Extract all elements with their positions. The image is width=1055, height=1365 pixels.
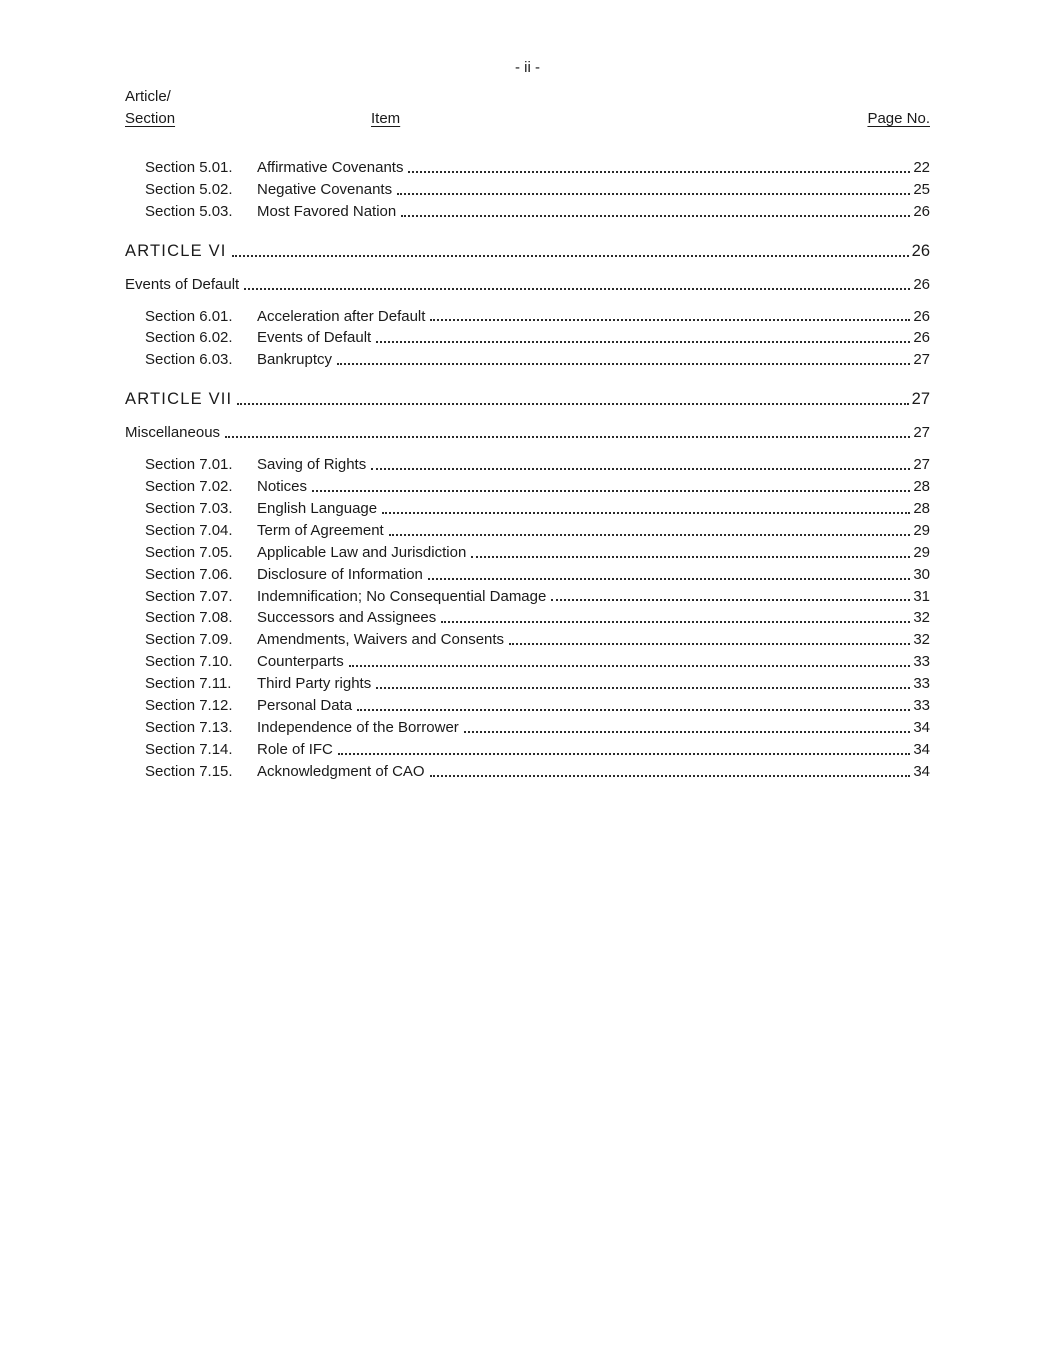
dot-leader (551, 599, 910, 601)
dot-leader (376, 341, 910, 343)
section-number: Section 7.15. (145, 762, 233, 780)
toc-entry (125, 564, 930, 586)
toc-entry (125, 586, 930, 608)
section-number: Section 7.14. (145, 740, 233, 758)
section-number: Section 7.13. (145, 718, 233, 736)
toc-entry (125, 201, 930, 223)
entry-title: Term of Agreement (257, 521, 384, 539)
toc-entry (125, 327, 930, 349)
page-number: 34 (913, 718, 930, 736)
section-number: Section 7.01. (145, 456, 233, 474)
section-number: Section 7.04. (145, 521, 233, 539)
page-number: 33 (913, 653, 930, 671)
toc-article-entry (125, 241, 930, 263)
page-number: 26 (913, 307, 930, 325)
section-number: Section 5.02. (145, 180, 233, 198)
section-number: Section 7.09. (145, 631, 233, 649)
toc-subtitle-entry (125, 422, 930, 444)
dot-leader (357, 709, 910, 711)
entry-title: Miscellaneous (125, 424, 221, 442)
page-number: 30 (913, 565, 930, 583)
toc-entry (125, 349, 930, 371)
page-number: 26 (913, 275, 930, 293)
page-number: 26 (911, 241, 930, 260)
dot-leader (397, 193, 910, 195)
page-number: 27 (913, 351, 930, 369)
toc-entry (125, 306, 930, 328)
dot-leader (408, 171, 910, 173)
toc-entry (125, 454, 930, 476)
dot-leader (471, 556, 910, 558)
entry-title: ARTICLE VI (125, 241, 227, 260)
entry-title: Personal Data (257, 697, 353, 715)
page-number: 29 (913, 521, 930, 539)
entry-title: Acknowledgment of CAO (257, 762, 425, 780)
entry-title: Indemnification; No Consequential Damage (257, 587, 547, 605)
toc-article-entry (125, 389, 930, 411)
section-number: Section 7.06. (145, 565, 233, 583)
toc-subtitle-entry (125, 274, 930, 296)
page-number: 34 (913, 740, 930, 758)
section-number: Section 5.01. (145, 159, 233, 176)
section-number: Section 7.10. (145, 653, 233, 671)
entry-title: Applicable Law and Jurisdiction (257, 543, 467, 561)
section-number: Section 6.03. (145, 351, 233, 369)
toc-header-page-no-label: Page No. (867, 110, 930, 127)
entry-title: Successors and Assignees (257, 609, 437, 627)
entry-title: Most Favored Nation (257, 202, 397, 220)
section-number: Section 6.02. (145, 329, 233, 347)
dot-leader (401, 215, 910, 217)
dot-leader (232, 255, 909, 257)
page-number: 33 (913, 675, 930, 693)
dot-leader (244, 288, 910, 290)
toc-entry (125, 651, 930, 673)
page-number: 28 (913, 477, 930, 495)
section-number: Section 7.03. (145, 499, 233, 517)
entry-title: Events of Default (125, 275, 240, 293)
entry-title: Acceleration after Default (257, 307, 426, 325)
dot-leader (464, 731, 911, 733)
entry-title: Affirmative Covenants (257, 159, 404, 176)
dot-leader (237, 403, 908, 405)
page-number: 33 (913, 697, 930, 715)
page-number: 26 (913, 329, 930, 347)
toc-list (125, 157, 930, 783)
dot-leader (225, 436, 910, 438)
toc-entry (125, 607, 930, 629)
page-number: 34 (913, 762, 930, 780)
page-number: 27 (913, 424, 930, 442)
entry-title: Disclosure of Information (257, 565, 423, 583)
page-number: 31 (913, 587, 930, 605)
dot-leader (430, 775, 911, 777)
entry-title: ARTICLE VII (125, 390, 233, 409)
toc-section-group (125, 306, 930, 372)
toc-header-section-label: Section (125, 110, 176, 127)
toc-header-article-section (125, 86, 175, 130)
entry-title: English Language (257, 499, 378, 517)
page-marker: - ii - (515, 59, 540, 76)
section-number: Section 7.05. (145, 543, 233, 561)
page-number: 29 (913, 543, 930, 561)
dot-leader (509, 643, 910, 645)
page-number: 27 (913, 456, 930, 474)
toc-entry (125, 673, 930, 695)
page-number: 22 (913, 159, 930, 176)
page-number: 32 (913, 631, 930, 649)
section-number: Section 7.02. (145, 477, 233, 495)
entry-title: Negative Covenants (257, 180, 393, 198)
page-number: 32 (913, 609, 930, 627)
toc-entry (125, 520, 930, 542)
entry-title: Bankruptcy (257, 351, 333, 369)
entry-title: Counterparts (257, 653, 344, 671)
toc-section-group (125, 157, 930, 223)
page-number: 26 (913, 202, 930, 220)
page-number: 27 (911, 390, 930, 409)
section-number: Section 6.01. (145, 307, 233, 325)
entry-title: Third Party rights (257, 675, 372, 693)
dot-leader (337, 363, 910, 365)
page-number: 28 (913, 499, 930, 517)
toc-entry (125, 179, 930, 201)
toc-section-group (125, 454, 930, 783)
entry-title: Events of Default (257, 329, 372, 347)
toc-entry (125, 476, 930, 498)
toc-header (125, 86, 930, 130)
entry-title: Independence of the Borrower (257, 718, 459, 736)
dot-leader (349, 665, 911, 667)
toc-entry (125, 739, 930, 761)
dot-leader (371, 468, 910, 470)
entry-title: Notices (257, 477, 308, 495)
toc-entry (125, 629, 930, 651)
toc-entry (125, 498, 930, 520)
dot-leader (312, 490, 910, 492)
section-number: Section 7.08. (145, 609, 233, 627)
toc-entry (125, 157, 930, 179)
entry-title: Role of IFC (257, 740, 333, 758)
toc-header-item-label: Item (371, 110, 401, 127)
section-number: Section 7.11. (145, 675, 232, 693)
dot-leader (428, 578, 910, 580)
dot-leader (441, 621, 910, 623)
dot-leader (389, 534, 911, 536)
toc-header-article-label: Article/ (125, 88, 171, 105)
toc-entry (125, 542, 930, 564)
toc-entry (125, 761, 930, 783)
toc-entry (125, 695, 930, 717)
section-number: Section 7.07. (145, 587, 233, 605)
dot-leader (430, 319, 910, 321)
section-number: Section 7.12. (145, 697, 233, 715)
dot-leader (338, 753, 910, 755)
entry-title: Amendments, Waivers and Consents (257, 631, 505, 649)
dot-leader (382, 512, 910, 514)
toc-entry (125, 717, 930, 739)
entry-title: Saving of Rights (257, 456, 367, 474)
dot-leader (376, 687, 910, 689)
section-number: Section 5.03. (145, 202, 233, 220)
page-number: 25 (913, 180, 930, 198)
